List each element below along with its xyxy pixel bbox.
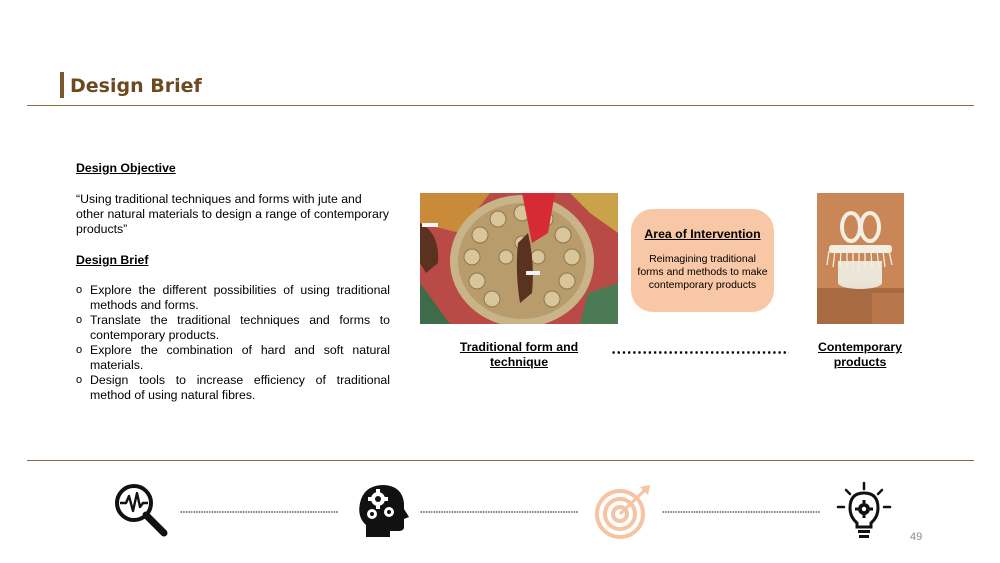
area-of-intervention-box [631,209,774,312]
left-text-column [76,161,390,403]
title-accent-bar [60,72,64,98]
lightbulb-gear-icon [834,481,894,541]
process-dotted-line [420,511,578,513]
traditional-weave-photo [420,193,618,324]
brief-bullet: o Explore the combination of hard and soft natural materials. [76,343,390,373]
process-dotted-line [662,511,820,513]
header-divider [27,105,974,106]
page-title: Design Brief [70,75,202,97]
contemporary-caption: Contemporary products [817,340,903,369]
page-number: 49 [910,531,923,543]
magnifier-pulse-icon [112,481,172,541]
intervention-body: Reimagining traditional forms and methods to make contemporary products [637,253,768,291]
brief-heading: Design Brief [76,253,149,267]
objective-heading: Design Objective [76,161,176,175]
process-dotted-line [180,511,338,513]
brief-bullet: o Design tools to increase efficiency of traditional method of using natural fibres. [76,373,390,403]
brief-bullet: o Explore the different possibilities of using traditional methods and forms. [76,283,390,313]
target-arrow-icon [594,481,654,541]
intervention-heading: Area of Intervention [644,227,761,241]
brief-bullet: o Translate the traditional techniques and forms to contemporary products. [76,313,390,343]
objective-quote: “Using traditional techniques and forms with jute and other natural materials to design a range of contemporary products” [76,192,390,236]
traditional-caption: Traditional form and technique [459,340,579,369]
brief-bullet-list [76,283,390,403]
connector-dotted-line [611,351,789,354]
contemporary-product-photo [817,193,904,324]
head-gears-icon [354,481,414,541]
footer-divider [27,460,974,461]
